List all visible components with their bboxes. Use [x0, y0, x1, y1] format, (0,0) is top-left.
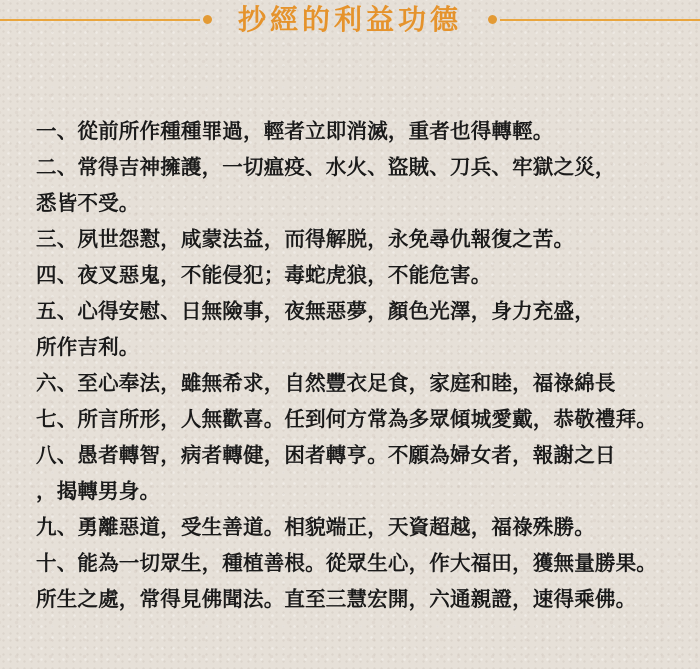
benefit-line-9: 九、勇離惡道，受生善道。相貌端正，天資超越，福祿殊勝。	[36, 515, 595, 539]
benefit-line-7: 七、所言所形，人無歡喜。任到何方常為多眾傾城愛戴，恭敬禮拜。	[36, 407, 657, 431]
benefit-line-2-continued: 悉皆不受。	[36, 191, 140, 215]
decorative-dot-right	[488, 15, 497, 24]
benefit-line-5-continued: 所作吉利。	[36, 335, 140, 359]
benefit-line-4: 四、夜叉惡鬼，不能侵犯；毒蛇虎狼，不能危害。	[36, 263, 492, 287]
benefit-line-5: 五、心得安慰、日無險事，夜無惡夢，顏色光澤，身力充盛，	[36, 299, 595, 323]
benefits-list	[36, 113, 696, 617]
benefit-line-6: 六、至心奉法，雖無希求，自然豐衣足食，家庭和睦，福祿綿長	[36, 371, 616, 395]
benefit-line-10-continued: 所生之處，常得見佛聞法。直至三慧宏開，六通親證，速得乘佛。	[36, 587, 637, 611]
page-title: 抄經的利益功德	[237, 3, 462, 36]
decorative-rule-left	[0, 19, 200, 21]
benefit-line-1: 一、從前所作種種罪過，輕者立即消滅，重者也得轉輕。	[36, 119, 554, 143]
benefit-line-8-continued: ，揭轉男身。	[36, 479, 161, 503]
benefit-line-3: 三、夙世怨懟，咸蒙法益，而得解脱，永免尋仇報復之苦。	[36, 227, 575, 251]
header	[0, 0, 700, 44]
benefit-line-8: 八、愚者轉智，病者轉健，困者轉亨。不願為婦女者，報謝之日	[36, 443, 616, 467]
decorative-rule-right	[500, 19, 700, 21]
benefit-line-10: 十、能為一切眾生，種植善根。從眾生心，作大福田，獲無量勝果。	[36, 551, 657, 575]
benefit-line-2: 二、常得吉神擁護，一切瘟疫、水火、盜賊、刀兵、牢獄之災，	[36, 155, 616, 179]
decorative-dot-left	[203, 15, 212, 24]
